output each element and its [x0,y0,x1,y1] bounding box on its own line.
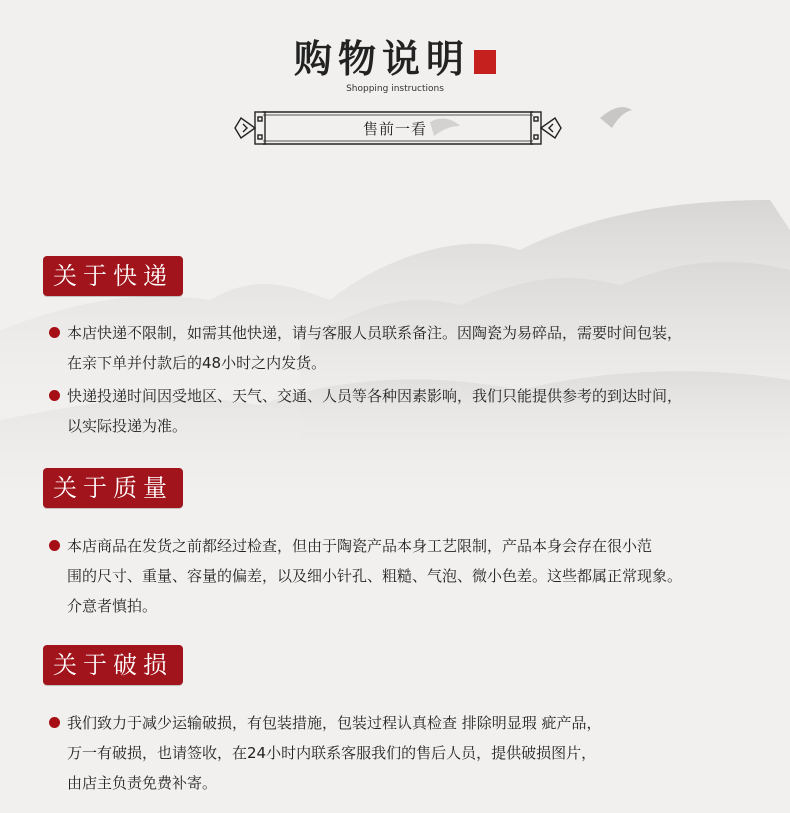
bullet-icon [49,717,60,728]
list-item-text: 我们致力于减少运输破损，有包装措施，包装过程认真检查 排除明显瑕 疵产品， 万一有破损，也请签收，在24小时内联系客服我们的售后人员，提供破损图片， 由店主负责免费补寄。 [67,714,602,792]
list-item-quality-1 [49,531,760,621]
page-title-text: 购物说明 [293,36,470,81]
list-item-shipping-2 [49,381,760,441]
page-subtitle: Shopping instructions [346,84,444,94]
red-seal-stamp [474,50,496,74]
section-heading-shipping: 关于快递 [43,256,183,296]
list-item-text: 本店快递不限制，如需其他快递，请与客服人员联系备注。因陶瓷为易碎品，需要时间包装， 在亲下单并付款后的48小时之内发货。 [67,324,683,372]
section-heading-quality: 关于质量 [43,468,183,508]
bullet-icon [49,390,60,401]
list-item-damage-1 [49,708,760,798]
bullet-icon [49,540,60,551]
bullet-icon [49,327,60,338]
banner-label: 售前一看 [362,120,427,138]
list-item-text: 本店商品在发货之前都经过检查，但由于陶瓷产品本身工艺限制，产品本身会存在很小范 围的尺寸、重量、容量的偏差，以及细小针孔、粗糙、气泡、微小色差。这些都属正常现象。 介意者慎拍。 [67,537,683,615]
list-item-shipping-1 [49,318,760,378]
list-item-text: 快递投递时间因受地区、天气、交通、人员等各种因素影响，我们只能提供参考的到达时间， 以实际投递为准。 [67,387,683,435]
page-title [0,28,790,83]
section-heading-damage: 关于破损 [43,645,183,685]
